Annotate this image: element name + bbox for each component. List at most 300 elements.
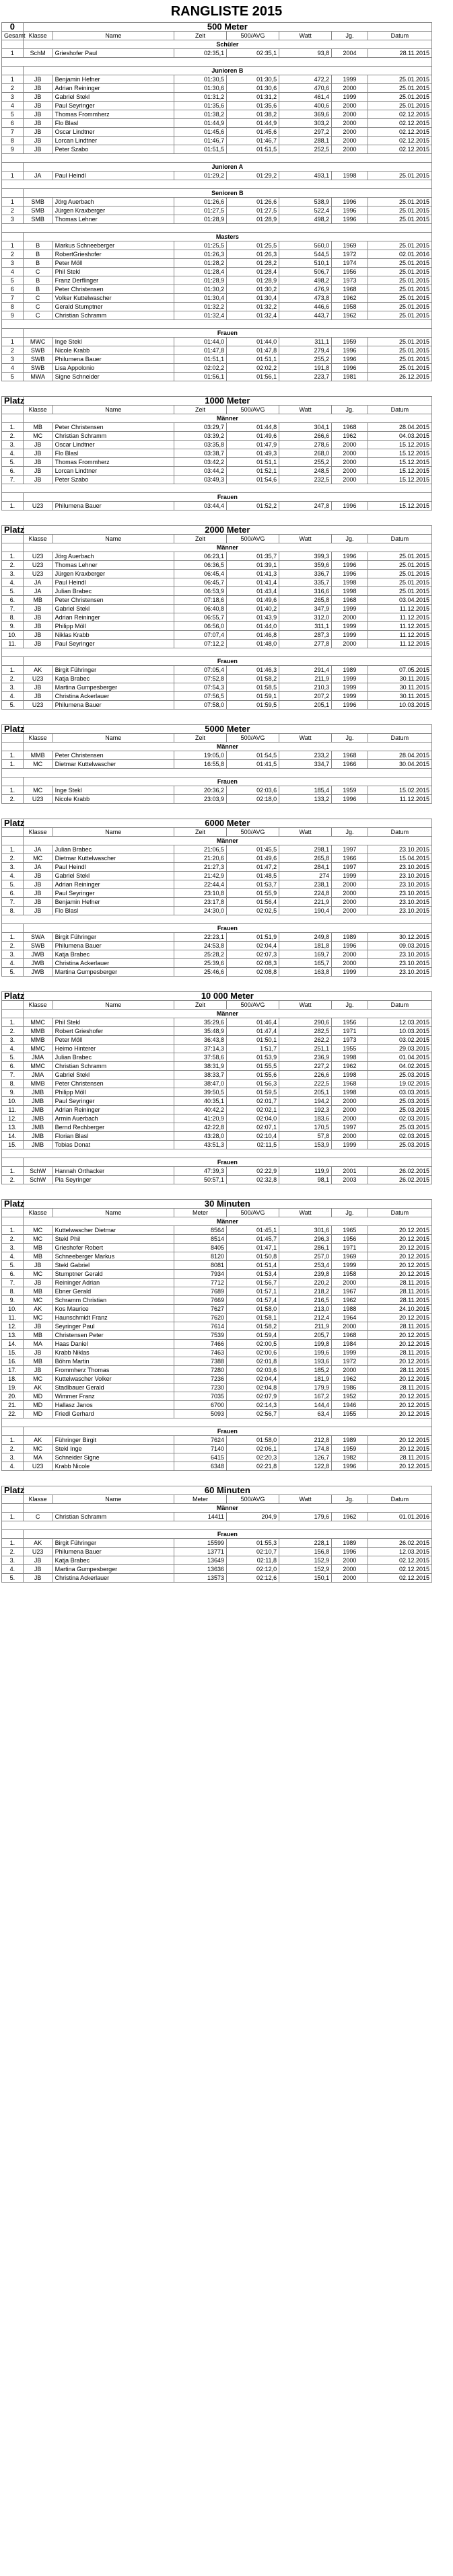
cell-time: 01:45,6 <box>174 128 227 137</box>
cell-avg: 02:10,7 <box>227 1548 279 1556</box>
column-header-row <box>2 32 432 40</box>
cell-watt: 312,0 <box>279 613 332 622</box>
cell-class: C <box>23 311 53 320</box>
cell-date: 20.12.2015 <box>368 1375 431 1384</box>
cell-time: 7539 <box>174 1331 227 1340</box>
cell-place: 3 <box>2 259 24 268</box>
table-row <box>2 259 432 268</box>
section-title-row <box>2 819 432 828</box>
cell-place: 3. <box>2 863 24 872</box>
table-row <box>2 907 432 915</box>
category-empty-cell <box>2 414 24 423</box>
cell-avg: 02:01,7 <box>227 1097 279 1106</box>
cell-place: 3 <box>2 93 24 102</box>
cell-class: B <box>23 241 53 250</box>
table-row <box>2 1270 432 1279</box>
cell-year: 1959 <box>332 338 368 346</box>
cell-date: 25.01.2015 <box>368 355 431 364</box>
cell-time: 07:58,0 <box>174 701 227 710</box>
cell-time: 22:44,4 <box>174 880 227 889</box>
cell-avg: 02:00,6 <box>227 1349 279 1357</box>
cell-watt: 212,4 <box>279 1314 332 1322</box>
table-row <box>2 872 432 880</box>
column-header-year: Jg. <box>332 828 368 837</box>
cell-avg: 02:11,8 <box>227 1556 279 1565</box>
cell-watt: 304,1 <box>279 423 332 432</box>
cell-year: 2004 <box>332 49 368 58</box>
cell-class: MB <box>23 1287 53 1296</box>
first-column-header: Platz <box>2 725 24 734</box>
cell-watt: 287,3 <box>279 631 332 640</box>
cell-avg: 01:57,4 <box>227 1296 279 1305</box>
cell-date: 11.12.2015 <box>368 795 431 804</box>
cell-avg: 01:59,1 <box>227 692 279 701</box>
cell-date: 26.02.2015 <box>368 1539 431 1548</box>
category-empty-cell <box>2 40 24 49</box>
cell-avg: 02:22,9 <box>227 1167 279 1176</box>
cell-year: 1988 <box>332 1305 368 1314</box>
cell-time: 8514 <box>174 1235 227 1244</box>
cell-time: 01:32,4 <box>174 311 227 320</box>
group-spacer <box>2 320 432 329</box>
cell-date: 20.12.2015 <box>368 1462 431 1471</box>
cell-date: 15.12.2015 <box>368 467 431 476</box>
cell-class: JMA <box>23 1053 53 1062</box>
cell-place: 5. <box>2 458 24 467</box>
cell-watt: 268,0 <box>279 449 332 458</box>
cell-class: JB <box>23 605 53 613</box>
cell-watt: 212,8 <box>279 1436 332 1445</box>
cell-watt: 265,8 <box>279 854 332 863</box>
cell-year: 1952 <box>332 1392 368 1401</box>
cell-name: Gerald Stumptner <box>53 303 174 311</box>
column-header-date: Datum <box>368 1209 431 1217</box>
cell-avg: 02:03,6 <box>227 786 279 795</box>
cell-date: 01.04.2015 <box>368 1053 431 1062</box>
cell-name: Lorcan Lindtner <box>53 467 174 476</box>
cell-watt: 185,2 <box>279 1366 332 1375</box>
cell-place: 4. <box>2 959 24 968</box>
cell-date: 11.12.2015 <box>368 622 431 631</box>
first-column-header: Platz <box>2 992 24 1001</box>
cell-date: 25.03.2015 <box>368 1097 431 1106</box>
cell-name: Jörg Auerbach <box>53 198 174 206</box>
section-spacer <box>0 804 453 819</box>
cell-watt: 144,4 <box>279 1401 332 1410</box>
cell-year: 2000 <box>332 1279 368 1287</box>
cell-date: 15.12.2015 <box>368 502 431 510</box>
cell-class: JB <box>23 692 53 701</box>
cell-avg: 01:55,6 <box>227 1071 279 1079</box>
cell-year: 1999 <box>332 622 368 631</box>
cell-time: 6348 <box>174 1462 227 1471</box>
category-empty-cell <box>2 1504 24 1513</box>
cell-name: Christian Schramm <box>53 1513 174 1521</box>
cell-class: MMB <box>23 1079 53 1088</box>
cell-place: 1. <box>2 1513 24 1521</box>
category-empty-cell <box>2 1010 24 1018</box>
cell-class: JB <box>23 1565 53 1574</box>
category-row <box>2 233 432 241</box>
table-row <box>2 1305 432 1314</box>
cell-year: 1999 <box>332 631 368 640</box>
group-spacer <box>2 1418 432 1427</box>
table-row <box>2 1314 432 1322</box>
section-title-row <box>2 23 432 32</box>
cell-place: 3 <box>2 355 24 364</box>
cell-date: 25.03.2015 <box>368 1141 431 1149</box>
cell-class: JB <box>23 613 53 622</box>
table-row <box>2 605 432 613</box>
section-title: 6000 Meter <box>23 819 431 828</box>
cell-avg: 02:04,0 <box>227 1114 279 1123</box>
cell-name: Jürgen Kraxberger <box>53 206 174 215</box>
cell-date: 25.01.2015 <box>368 587 431 596</box>
ranking-table <box>1 991 432 1184</box>
column-header-year: Jg. <box>332 1495 368 1504</box>
column-header-row <box>2 1495 432 1504</box>
first-column-header: Platz <box>2 1486 24 1495</box>
cell-class: MC <box>23 1235 53 1244</box>
cell-avg: 02:04,4 <box>227 942 279 950</box>
cell-avg: 01:46,7 <box>227 137 279 145</box>
column-header-watt: Watt <box>279 535 332 543</box>
cell-date: 02.12.2015 <box>368 137 431 145</box>
cell-year: 1997 <box>332 863 368 872</box>
cell-time: 01:28,9 <box>174 215 227 224</box>
table-row <box>2 1167 432 1176</box>
cell-place: 13. <box>2 1331 24 1340</box>
table-row <box>2 898 432 907</box>
cell-watt: 224,8 <box>279 889 332 898</box>
cell-place: 1. <box>2 845 24 854</box>
cell-watt: 153,9 <box>279 1141 332 1149</box>
spacer-cell <box>2 1418 432 1427</box>
column-header-date: Datum <box>368 1495 431 1504</box>
cell-watt: 316,6 <box>279 587 332 596</box>
cell-date: 03.03.2015 <box>368 1088 431 1097</box>
cell-year: 1968 <box>332 751 368 760</box>
table-row <box>2 587 432 596</box>
cell-watt: 248,5 <box>279 467 332 476</box>
cell-year: 1956 <box>332 1018 368 1027</box>
cell-class: AK <box>23 1384 53 1392</box>
table-row <box>2 1244 432 1252</box>
cell-place: 1 <box>2 172 24 180</box>
cell-class: U23 <box>23 1548 53 1556</box>
cell-avg: 01:58,1 <box>227 1314 279 1322</box>
cell-watt: 279,4 <box>279 346 332 355</box>
cell-date: 30.04.2015 <box>368 760 431 769</box>
spacer-cell <box>2 320 432 329</box>
section-title: 500 Meter <box>23 23 431 32</box>
cell-watt: 211,9 <box>279 675 332 683</box>
table-row <box>2 1235 432 1244</box>
cell-watt: 255,2 <box>279 355 332 364</box>
cell-date: 30.11.2015 <box>368 675 431 683</box>
cell-year: 1959 <box>332 786 368 795</box>
cell-time: 06:36,5 <box>174 561 227 570</box>
cell-year: 2000 <box>332 119 368 128</box>
table-row <box>2 467 432 476</box>
cell-time: 01:30,6 <box>174 84 227 93</box>
cell-place: 1. <box>2 1226 24 1235</box>
cell-year: 1971 <box>332 1244 368 1252</box>
cell-watt: 296,3 <box>279 1235 332 1244</box>
cell-watt: 126,7 <box>279 1453 332 1462</box>
cell-time: 01:27,5 <box>174 206 227 215</box>
cell-avg: 01:55,3 <box>227 1539 279 1548</box>
cell-name: Haunschmidt Franz <box>53 1314 174 1322</box>
table-row <box>2 845 432 854</box>
cell-name: Gabriel Stekl <box>53 1071 174 1079</box>
cell-name: Christina Ackerlauer <box>53 692 174 701</box>
category-title: Frauen <box>23 778 431 786</box>
cell-name: Signe Schneider <box>53 373 174 381</box>
table-row <box>2 863 432 872</box>
cell-time: 01:46,7 <box>174 137 227 145</box>
cell-watt: 228,1 <box>279 1539 332 1548</box>
cell-year: 1972 <box>332 250 368 259</box>
cell-watt: 278,6 <box>279 441 332 449</box>
cell-class: JB <box>23 898 53 907</box>
cell-time: 01:51,5 <box>174 145 227 154</box>
cell-name: Christensen Peter <box>53 1331 174 1340</box>
table-row <box>2 1296 432 1305</box>
cell-watt: 205,7 <box>279 1331 332 1340</box>
cell-name: Philumena Bauer <box>53 701 174 710</box>
section-spacer <box>0 977 453 991</box>
cell-time: 03:42,2 <box>174 458 227 467</box>
group-spacer <box>2 180 432 189</box>
cell-name: Dietmar Kuttelwascher <box>53 854 174 863</box>
category-row <box>2 924 432 933</box>
cell-time: 7614 <box>174 1322 227 1331</box>
cell-name: Christian Schramm <box>53 1062 174 1071</box>
section-title-row <box>2 397 432 406</box>
cell-class: SWB <box>23 355 53 364</box>
cell-date: 25.01.2015 <box>368 285 431 294</box>
cell-date: 28.11.2015 <box>368 1366 431 1375</box>
cell-class: JB <box>23 889 53 898</box>
cell-place: 11. <box>2 1314 24 1322</box>
cell-watt: 298,1 <box>279 845 332 854</box>
table-row <box>2 622 432 631</box>
cell-date: 25.01.2015 <box>368 311 431 320</box>
cell-time: 07:56,5 <box>174 692 227 701</box>
cell-date: 20.12.2015 <box>368 1244 431 1252</box>
cell-avg: 01:47,2 <box>227 863 279 872</box>
cell-name: Christian Schramm <box>53 311 174 320</box>
cell-class: MB <box>23 1252 53 1261</box>
cell-avg: 01:55,5 <box>227 1062 279 1071</box>
table-row <box>2 795 432 804</box>
cell-year: 1962 <box>332 1296 368 1305</box>
cell-date: 12.03.2015 <box>368 1018 431 1027</box>
cell-class: JB <box>23 84 53 93</box>
cell-date: 19.02.2015 <box>368 1079 431 1088</box>
cell-time: 01:47,8 <box>174 346 227 355</box>
cell-date: 23.10.2015 <box>368 880 431 889</box>
cell-year: 1986 <box>332 1384 368 1392</box>
table-row <box>2 1045 432 1053</box>
cell-date: 23.10.2015 <box>368 950 431 959</box>
cell-watt: 347,9 <box>279 605 332 613</box>
cell-place: 8. <box>2 613 24 622</box>
cell-avg: 02:07,9 <box>227 1392 279 1401</box>
cell-watt: 239,8 <box>279 1270 332 1279</box>
cell-year: 2000 <box>332 907 368 915</box>
column-header-place: Gesamt <box>2 32 24 40</box>
table-row <box>2 666 432 675</box>
spacer-cell <box>2 915 432 924</box>
cell-name: Birgit Führinger <box>53 666 174 675</box>
cell-year: 1998 <box>332 578 368 587</box>
cell-avg: 01:30,4 <box>227 294 279 303</box>
cell-time: 01:28,9 <box>174 276 227 285</box>
cell-watt: 181,8 <box>279 942 332 950</box>
table-row <box>2 1556 432 1565</box>
cell-watt: 211,9 <box>279 1322 332 1331</box>
column-header-avg: 500/AVG <box>227 828 279 837</box>
cell-avg: 01:51,4 <box>227 1261 279 1270</box>
table-row <box>2 1132 432 1141</box>
cell-class: AK <box>23 1305 53 1314</box>
cell-class: MC <box>23 1314 53 1322</box>
cell-watt: 498,2 <box>279 215 332 224</box>
column-header-class: Klasse <box>23 1209 53 1217</box>
cell-date: 07.05.2015 <box>368 666 431 675</box>
column-header-class: Klasse <box>23 406 53 414</box>
cell-year: 1974 <box>332 259 368 268</box>
cell-watt: 213,0 <box>279 1305 332 1314</box>
cell-watt: 227,2 <box>279 1062 332 1071</box>
cell-time: 01:28,4 <box>174 268 227 276</box>
cell-watt: 165,7 <box>279 959 332 968</box>
cell-place: 3. <box>2 441 24 449</box>
cell-year: 1966 <box>332 760 368 769</box>
cell-time: 13649 <box>174 1556 227 1565</box>
cell-date: 23.10.2015 <box>368 872 431 880</box>
cell-time: 38:31,9 <box>174 1062 227 1071</box>
cell-year: 1965 <box>332 1226 368 1235</box>
column-header-watt: Watt <box>279 1209 332 1217</box>
cell-place: 2. <box>2 1548 24 1556</box>
cell-name: Stumptner Gerald <box>53 1270 174 1279</box>
cell-place: 1. <box>2 786 24 795</box>
cell-avg: 02:04,4 <box>227 1375 279 1384</box>
cell-date: 04.03.2015 <box>368 432 431 441</box>
table-row <box>2 1252 432 1261</box>
cell-name: Krabb Niklas <box>53 1349 174 1357</box>
cell-year: 1996 <box>332 1548 368 1556</box>
cell-time: 25:28,2 <box>174 950 227 959</box>
cell-class: JMB <box>23 1141 53 1149</box>
cell-year: 1989 <box>332 1539 368 1548</box>
cell-place: 6. <box>2 1062 24 1071</box>
table-row <box>2 552 432 561</box>
column-header-name: Name <box>53 535 174 543</box>
category-row <box>2 1010 432 1018</box>
cell-place: 5 <box>2 373 24 381</box>
cell-name: Schramm Christian <box>53 1296 174 1305</box>
cell-name: Peter Möll <box>53 1036 174 1045</box>
cell-date: 25.03.2015 <box>368 1106 431 1114</box>
cell-avg: 01:30,5 <box>227 75 279 84</box>
column-header-avg: 500/AVG <box>227 535 279 543</box>
cell-class: MA <box>23 1340 53 1349</box>
cell-year: 2000 <box>332 1366 368 1375</box>
cell-watt: 181,9 <box>279 1375 332 1384</box>
cell-time: 50:57,1 <box>174 1176 227 1184</box>
cell-watt: 194,2 <box>279 1097 332 1106</box>
category-empty-cell <box>2 329 24 338</box>
cell-place: 7. <box>2 605 24 613</box>
cell-place: 11. <box>2 1106 24 1114</box>
cell-name: Birgit Führinger <box>53 1539 174 1548</box>
cell-place: 5 <box>2 276 24 285</box>
cell-date: 20.12.2015 <box>368 1436 431 1445</box>
cell-time: 25:46,6 <box>174 968 227 977</box>
cell-class: JMB <box>23 1097 53 1106</box>
cell-watt: 522,4 <box>279 206 332 215</box>
cell-date: 10.03.2015 <box>368 1027 431 1036</box>
table-row <box>2 1027 432 1036</box>
category-title: Männer <box>23 1010 431 1018</box>
cell-watt: 253,4 <box>279 1261 332 1270</box>
column-header-date: Datum <box>368 535 431 543</box>
table-row <box>2 285 432 294</box>
cell-time: 23:10,8 <box>174 889 227 898</box>
cell-watt: 301,6 <box>279 1226 332 1235</box>
category-title: Frauen <box>23 1530 431 1539</box>
cell-name: Seyringer Paul <box>53 1322 174 1331</box>
cell-name: Kuttelwascher Volker <box>53 1375 174 1384</box>
cell-place: 5. <box>2 701 24 710</box>
table-row <box>2 751 432 760</box>
cell-place: 1 <box>2 198 24 206</box>
cell-date: 20.12.2015 <box>368 1226 431 1235</box>
group-spacer <box>2 484 432 493</box>
cell-place: 4. <box>2 578 24 587</box>
cell-place: 3 <box>2 215 24 224</box>
cell-avg: 01:56,1 <box>227 373 279 381</box>
cell-year: 1996 <box>332 942 368 950</box>
cell-avg: 01:49,3 <box>227 449 279 458</box>
cell-name: Stekl Gabriel <box>53 1261 174 1270</box>
section-title: 10 000 Meter <box>23 992 431 1001</box>
column-header-row <box>2 406 432 414</box>
cell-date: 02.12.2015 <box>368 1556 431 1565</box>
cell-class: MC <box>23 1296 53 1305</box>
table-row <box>2 683 432 692</box>
table-row <box>2 276 432 285</box>
cell-year: 1962 <box>332 1375 368 1384</box>
table-row <box>2 172 432 180</box>
table-row <box>2 701 432 710</box>
cell-place: 5 <box>2 110 24 119</box>
cell-place: 21. <box>2 1401 24 1410</box>
cell-class: JB <box>23 631 53 640</box>
column-header-avg: 500/AVG <box>227 32 279 40</box>
cell-date: 11.12.2015 <box>368 640 431 648</box>
section-spacer <box>0 1583 453 1597</box>
cell-name: Markus Schneeberger <box>53 241 174 250</box>
cell-watt: 274 <box>279 872 332 880</box>
cell-place: 9 <box>2 311 24 320</box>
cell-time: 7620 <box>174 1314 227 1322</box>
cell-place: 3. <box>2 1453 24 1462</box>
